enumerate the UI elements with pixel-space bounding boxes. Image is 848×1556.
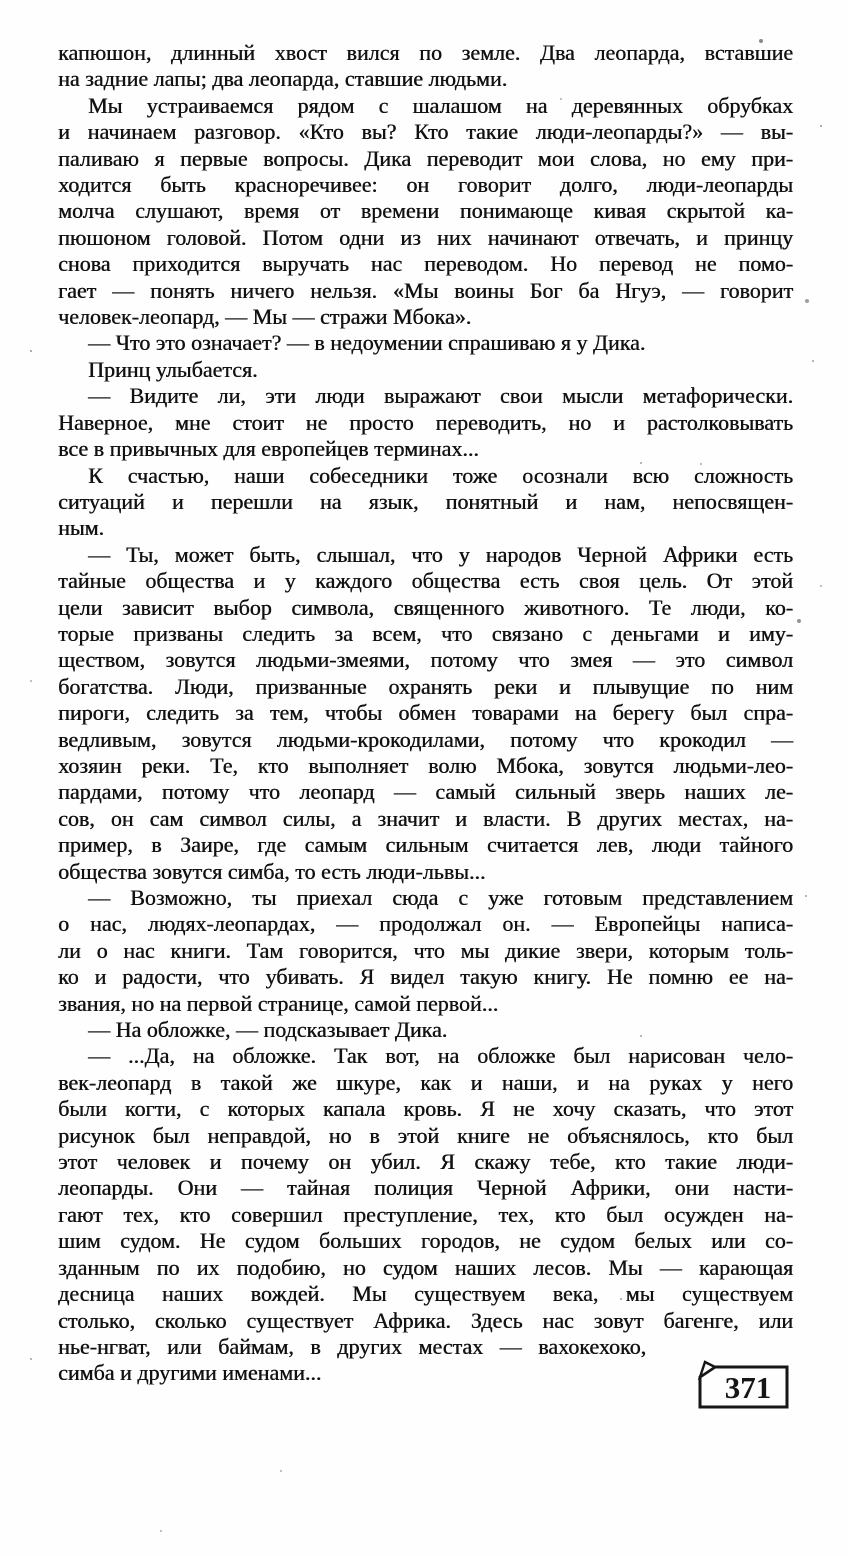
text-line: ко и радости, что убивать. Я видел такую книгу. Не помню ее на-: [58, 964, 793, 990]
text-line: гают тех, кто совершил преступление, тех, кто был осужден на-: [58, 1201, 793, 1227]
text-line: пардами, потому что леопард — самый сильный зверь наших ле-: [58, 779, 793, 805]
text-line: гает — понять ничего нельзя. «Мы воины Бог ба Нгуэ, — говорит: [58, 277, 793, 303]
text-line: ществом, зовутся людьми-змеями, потому что змея — это символ: [58, 647, 793, 673]
text-line: торые призваны следить за всем, что связано с деньгами и иму-: [58, 620, 793, 646]
text-line: все в привычных для европейцев терминах...: [58, 436, 479, 462]
text-line: Наверное, мне стоит не просто переводить, но и растолковывать: [58, 409, 793, 435]
text-line: пироги, следить за тем, чтобы обмен товарами на берегу был спра-: [58, 700, 793, 726]
text-line: — Что это означает? — в недоумении спрашиваю я у Дика.: [88, 330, 646, 356]
text-line: десница наших вождей. Мы существуем века, мы существуем: [58, 1281, 793, 1307]
text-line: ведливым, зовутся людьми-крокодилами, потому что крокодил —: [58, 726, 793, 752]
text-line: общества зовутся симба, то есть люди-львы...: [58, 858, 486, 884]
text-line: ли о нас книги. Там говорится, что мы дикие звери, которым толь-: [58, 937, 793, 963]
text-line: хозяин реки. Те, кто выполняет волю Мбока, зовутся людьми-лео-: [58, 752, 793, 778]
text-line: ситуаций и перешли на язык, понятный и нам, непосвящен-: [58, 488, 793, 514]
text-line: паливаю я первые вопросы. Дика переводит мои слова, но ему при-: [58, 145, 793, 171]
text-line: ным.: [58, 515, 104, 541]
text-line: этот человек и почему он убил. Я скажу тебе, кто такие люди-: [58, 1149, 793, 1175]
page-number: 371: [724, 1370, 772, 1405]
text-line: были когти, с которых капала кровь. Я не хочу сказать, что этот: [58, 1096, 793, 1122]
text-line: богатства. Люди, призванные охранять реки и плывущие по ним: [58, 673, 793, 699]
text-line: век-леопард в такой же шкуре, как и наши, и на руках у него: [58, 1069, 793, 1095]
text-line: звания, но на первой странице, самой первой...: [58, 990, 499, 1016]
text-line: сов, он сам символ силы, а значит и власти. В других местах, на-: [58, 805, 793, 831]
text-line: о нас, людях-леопардах, — продолжал он. — Европейцы написа-: [58, 911, 793, 937]
text-line: — Видите ли, эти люди выражают свои мысли метафорически.: [88, 383, 793, 409]
text-line: столько, сколько существует Африка. Здесь нас зовут багенге, или: [58, 1307, 793, 1333]
text-line: капюшон, длинный хвост вился по земле. Два леопарда, вставшие: [58, 40, 793, 65]
text-line: К счастью, наши собеседники тоже осознали всю сложность: [88, 462, 793, 488]
text-line: — ...Да, на обложке. Так вот, на обложке был нарисован чело-: [88, 1043, 793, 1069]
text-line: ходится быть красноречивее: он говорит долго, люди-леопарды: [58, 172, 793, 198]
text-line: пример, в Заире, где самым сильным считается лев, люди тайного: [58, 832, 793, 858]
text-line: нье-нгват, или баймам, в других местах — вахокехоко,: [58, 1333, 646, 1359]
text-line: Мы устраиваемся рядом с шалашом на деревянных обрубках: [88, 92, 793, 118]
text-line: шим судом. Не судом больших городов, не судом белых или со-: [58, 1228, 793, 1254]
text-line: цели зависит выбор символа, священного животного. Те люди, ко-: [58, 594, 793, 620]
text-line: тайные общества и у каждого общества есть своя цель. От этой: [58, 568, 793, 594]
text-line: человек-леопард, — Мы — стражи Мбока».: [58, 304, 472, 330]
text-line: и начинаем разговор. «Кто вы? Кто такие люди-леопарды?» — вы-: [58, 119, 793, 145]
scan-speckles: [0, 0, 2, 2]
page-text: [58, 40, 793, 1387]
text-line: зданным по их подобию, но судом наших лесов. Мы — карающая: [58, 1254, 793, 1280]
text-line: симба и другими именами...: [58, 1360, 322, 1386]
text-line: Принц улыбается.: [88, 356, 258, 382]
text-line: снова приходится выручать нас переводом. Но перевод не помо-: [58, 251, 793, 277]
text-line: — Возможно, ты приехал сюда с уже готовым представлением: [88, 885, 793, 910]
text-line: — На обложке, — подсказывает Дика.: [88, 1017, 448, 1043]
text-line: на задние лапы; два леопарда, ставшие людьми.: [58, 66, 508, 92]
page-number-box: [694, 1360, 794, 1414]
text-line: пюшоном головой. Потом одни из них начинают отвечать, и принцу: [58, 224, 793, 250]
text-line: — Ты, может быть, слышал, что у народов Черной Африки есть: [88, 541, 793, 567]
text-line: молча слушают, время от времени понимающе кивая скрытой ка-: [58, 198, 793, 224]
text-line: рисунок был неправдой, но в этой книге не объяснялось, кто был: [58, 1122, 793, 1148]
text-line: леопарды. Они — тайная полиция Черной Африки, они насти-: [58, 1175, 793, 1201]
